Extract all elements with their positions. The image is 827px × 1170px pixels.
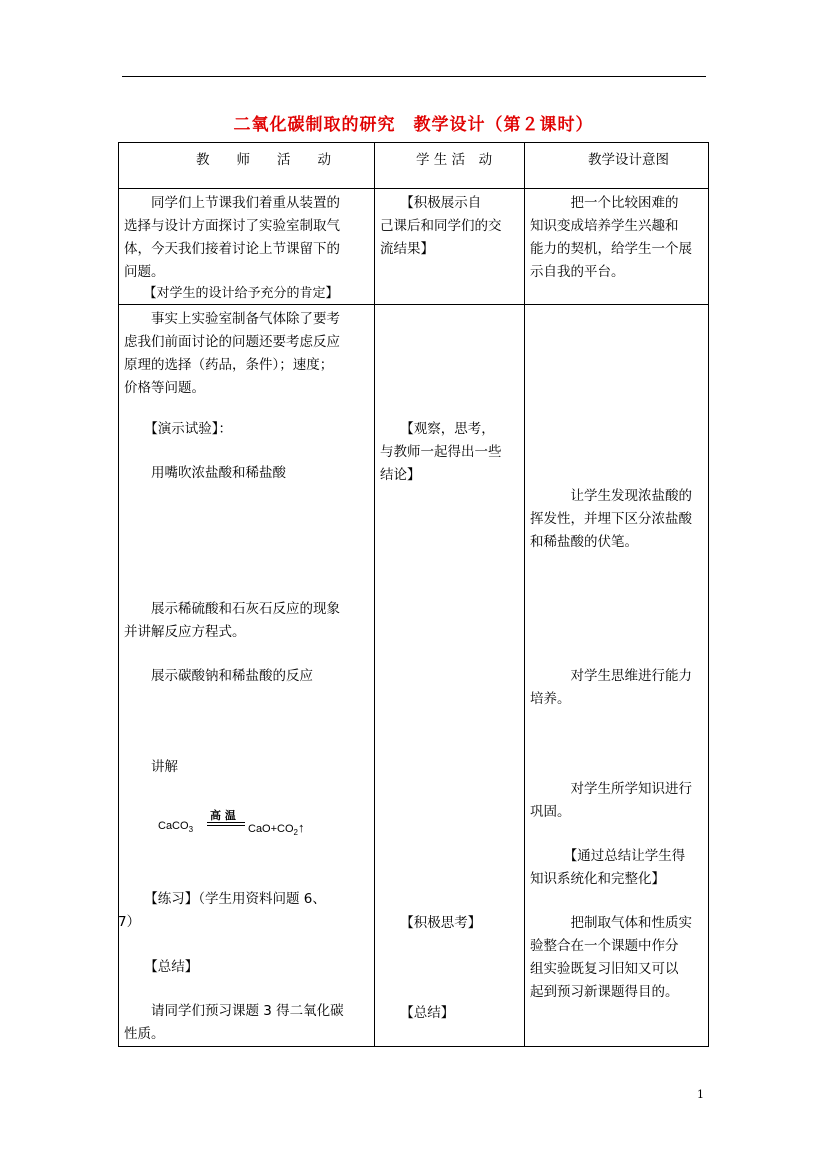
row1-teacher-text: 同学们上节课我们着重从装置的 选择与设计方面探讨了实验室制取气 体，今天我们接着讨论上节课留下的 问题。 (124, 195, 340, 280)
row1-student-text: 【积极展示自 己课后和同学们的交 流结果】 (380, 195, 502, 257)
header-intent: 教学设计意图 (588, 152, 669, 168)
page-number: 1 (697, 1088, 704, 1101)
header-rule (122, 76, 706, 77)
preview-homework: 请同学们预习课题 3 得二氧化碳 性质。 (124, 1003, 344, 1042)
explain-label: 讲解 (124, 759, 178, 775)
row2-teacher-intro: 事实上实验室制备气体除了要考 虑我们前面讨论的问题还要考虑反应 原理的选择（药品，条件）；速度； 价格等问题。 (124, 311, 340, 396)
demo-1: 用嘴吹浓盐酸和稀盐酸 (124, 465, 286, 481)
row1-intent-text: 把一个比较困难的 知识变成培养学生兴趣和 能力的契机，给学生一个展 示自我的平台。 (530, 195, 692, 280)
lesson-table: 教 师 活 动 学 生 活 动 教学设计意图 同学们上节课我们着重从装置的 选择与设计方面探讨了实验室制取气 体，今天我们接着讨论上节课留下的 问题。 【对学生的设计给予充分的肯定】 【积极展示自 己课后和同学们的交 流结果】 把一个比较困难的 知识变成培养学生兴趣和 能力的契机，给学生一个展 示自我的平台。 事实上实验室制备气体除了要考 虑我们前面讨论的问题还要考虑反应 原理的选择（药品，条件）；速度； 价格等问题。 【演示试验】： 用嘴吹浓盐酸和稀盐酸 展示稀硫酸和石灰石反应的现象 并讲解反应方程式。 展示碳酸钠和稀盐酸的反应 讲解 CaCO$_3$ 高 温 $CaO+CO_2↑$ 【练习】（学生用资料问题 6、 7） 【总结】 请同学们预习课题 3 得二氧化碳 性质。 【观察，思考， 与教师一起得出一些 结论】 【积极思考】 【总结】 让学生发现浓盐酸的 挥发性，并埋下区分浓盐酸 和稀盐酸的伏笔。 对学生思维进行能力 培养。 对学生所学知识进行 巩固。 【通过总结让学生得 知识系统化和完整化】 把制取气体和性质实 验整合在一个课题中作分 组实验既复习旧知又可以 起到预习新课题得目的。 (118, 142, 709, 1047)
intent-3: 对学生所学知识进行 巩固。 (530, 781, 692, 820)
header-student: 学 生 活 动 (416, 152, 493, 168)
header-teacher: 教 师 活 动 (196, 152, 331, 168)
student-observe: 【观察，思考， 与教师一起得出一些 结论】 (380, 421, 502, 483)
page-title: 二氧化碳制取的研究 教学设计（第２课时） (233, 115, 594, 135)
student-summary: 【总结】 (380, 1005, 455, 1021)
demo-label: 【演示试验】： (124, 421, 232, 437)
intent-5: 把制取气体和性质实 验整合在一个课题中作分 组实验既复习旧知又可以 起到预习新课题得目的。 (530, 915, 692, 1000)
summary-label: 【总结】 (124, 959, 199, 975)
practice: 【练习】（学生用资料问题 6、 7） (118, 891, 326, 930)
row1-teacher-affirm: 【对学生的设计给予充分的肯定】 (124, 286, 339, 301)
intent-1: 让学生发现浓盐酸的 挥发性，并埋下区分浓盐酸 和稀盐酸的伏笔。 (530, 488, 692, 550)
intent-2: 对学生思维进行能力 培养。 (530, 668, 692, 707)
demo-3: 展示碳酸钠和稀盐酸的反应 (124, 668, 313, 684)
intent-4: 【通过总结让学生得 知识系统化和完整化】 (530, 848, 686, 887)
demo-2: 展示稀硫酸和石灰石反应的现象 并讲解反应方程式。 (124, 601, 340, 640)
student-think: 【积极思考】 (380, 915, 482, 931)
